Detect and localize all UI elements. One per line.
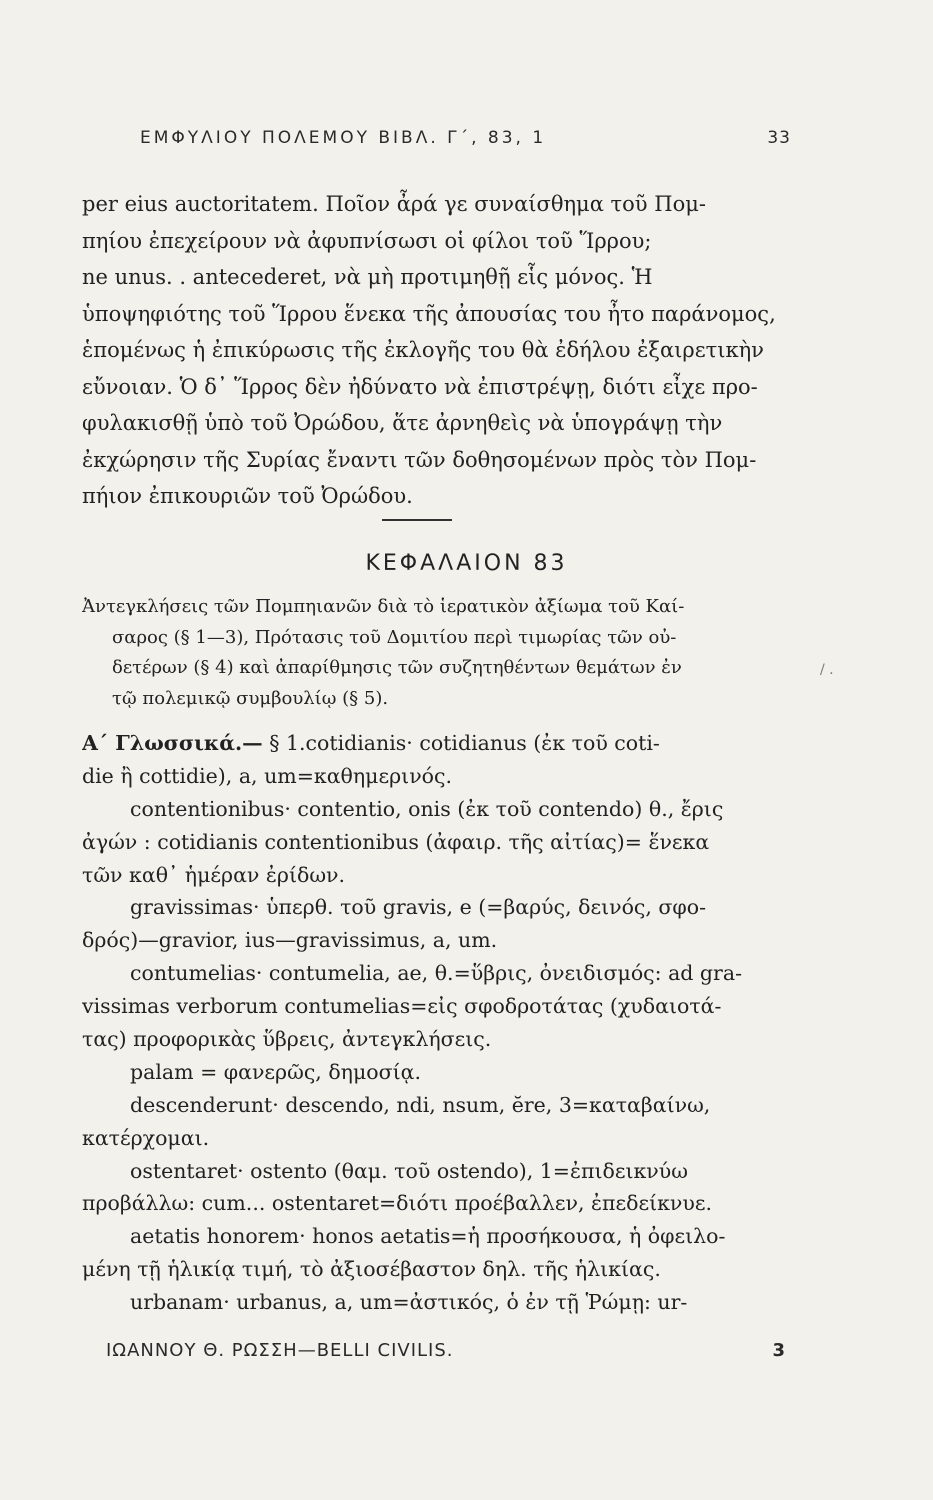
- glossary-line: die ἢ cottidie), a, um=καθημερινός.: [82, 763, 453, 788]
- glossary-line: vissimas verborum contumelias=εἰς σφοδροτάτας (χυδαιοτά-: [82, 994, 722, 1019]
- glossary-line: δρός)—gravior, ius—gravissimus, a, um.: [82, 928, 498, 953]
- text-line: per eius auctoritatem. Ποῖον ἆρά γε συναίσθημα τοῦ Πομ-: [82, 192, 706, 216]
- glossary-line: palam = φανερῶς, δημοσίᾳ.: [130, 1059, 422, 1084]
- text-line: εὔνοιαν. Ὁ δ᾽ Ἵρρος δὲν ἠδύνατο νὰ ἐπιστρέψῃ, διότι εἶχε προ-: [82, 374, 758, 399]
- glossary-line: τῶν καθ᾽ ἡμέραν ἐρίδων.: [82, 862, 346, 887]
- chapter-heading: ΚΕΦΑΛΑΙΟΝ 83: [365, 551, 568, 576]
- glossary-line: κατέρχομαι.: [82, 1125, 210, 1150]
- text-line: φυλακισθῇ ὑπὸ τοῦ Ὀρώδου, ἅτε ἀρνηθεὶς νὰ ὑπογράψῃ τὴν: [82, 411, 723, 435]
- commentary-intro: [82, 186, 794, 515]
- glossary-line: contentionibus· contentio, onis (ἐκ τοῦ contendo) θ., ἔρις: [130, 796, 724, 821]
- summary-line: Ἀντεγκλήσεις τῶν Πομπηιανῶν διὰ τὸ ἱερατικὸν ἀξίωμα τοῦ Καί-: [82, 596, 685, 617]
- page-number: 33: [767, 128, 791, 148]
- glossary-line: προβάλλω: cum... ostentaret=διότι προέβαλλεν, ἐπεδείκνυε.: [82, 1191, 712, 1216]
- text-line: πηίου ἐπεχείρουν νὰ ἀφυπνίσωσι οἱ φίλοι τοῦ Ἵρρου;: [82, 228, 652, 253]
- glossary-line: gravissimas· ὑπερθ. τοῦ gravis, e (=βαρύς, δεινός, σφο-: [130, 895, 707, 920]
- footer-author: ΙΩΑΝΝΟΥ Θ. ΡΩΣΣΗ—BELLI CIVILIS.: [106, 1340, 454, 1361]
- glossary-line: aetatis honorem· honos aetatis=ἡ προσήκουσα, ἡ ὀφειλο-: [130, 1224, 726, 1249]
- glossary-line: descenderunt· descendo, ndi, nsum, ĕre, 3=καταβαίνω,: [130, 1092, 711, 1117]
- glossary-line: ostentaret· ostento (θαμ. τοῦ ostendo), 1=ἐπιδεικνύω: [130, 1158, 688, 1183]
- summary-line: σαρος (§ 1—3), Πρότασις τοῦ Δομιτίου περὶ τιμωρίας τῶν οὐ-: [112, 626, 677, 648]
- glossary-line: μένη τῇ ἡλικίᾳ τιμή, τὸ ἀξιοσέβαστον δηλ. τῆς ἡλικίας.: [82, 1257, 661, 1282]
- text-line: ὑποψηφιότης τοῦ Ἵρρου ἕνεκα τῆς ἀπουσίας του ἦτο παράνομος,: [82, 301, 776, 326]
- summary-line: τῷ πολεμικῷ συμβουλίῳ (§ 5).: [112, 687, 389, 709]
- glossary-entry-text: § 1.cotidianis· cotidianus (ἐκ τοῦ coti-: [262, 731, 660, 755]
- margin-mark: / .: [820, 662, 834, 678]
- section-divider: [382, 519, 452, 521]
- running-head: ΕΜΦΥΛΙΟΥ ΠΟΛΕΜΟΥ ΒΙΒΛ. Γ΄, 83, 1: [140, 128, 547, 148]
- text-line: πήιον ἐπικουριῶν τοῦ Ὀρώδου.: [82, 484, 413, 508]
- chapter-summary: [82, 592, 794, 714]
- glossary-lines: [82, 760, 794, 1319]
- glossary-line: urbanam· urbanus, a, um=ἀστικός, ὁ ἐν τῇ Ῥώμῃ: ur-: [130, 1290, 688, 1315]
- summary-line: δετέρων (§ 4) καὶ ἀπαρίθμησις τῶν συζητηθέντων θεμάτων ἐν: [112, 657, 682, 678]
- glossary-line: τας) προφορικὰς ὕβρεις, ἀντεγκλήσεις.: [82, 1027, 492, 1052]
- glossary-section: [82, 727, 794, 1319]
- glossary-line: contumelias· contumelia, ae, θ.=ὕβρις, ὀνειδισμός: ad gra-: [130, 961, 743, 986]
- glossary-line: ἀγών : cotidianis contentionibus (ἀφαιρ. τῆς αἰτίας)= ἕνεκα: [82, 829, 710, 854]
- footer-sheet-number: 3: [772, 1340, 785, 1361]
- glossary-line: [82, 727, 794, 760]
- glossary-heading: Α΄ Γλωσσικά.—: [82, 731, 263, 755]
- text-line: ne unus. . antecederet, νὰ μὴ προτιμηθῇ εἷς μόνος. Ἡ: [82, 265, 653, 289]
- text-line: ἐκχώρησιν τῆς Συρίας ἔναντι τῶν δοθησομένων πρὸς τὸν Πομ-: [82, 447, 757, 472]
- text-line: ἑπομένως ἡ ἐπικύρωσις τῆς ἐκλογῆς του θὰ ἐδήλου ἐξαιρετικὴν: [82, 338, 764, 362]
